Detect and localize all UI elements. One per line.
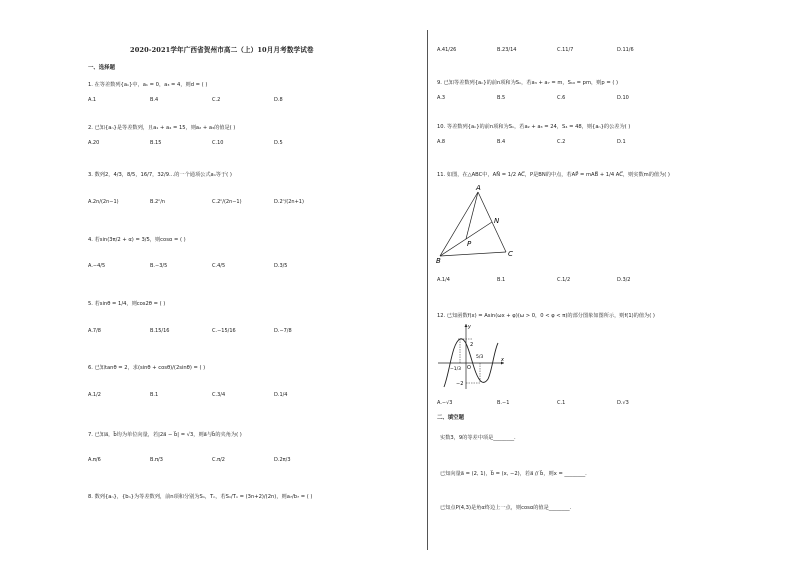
option-c: C.6 bbox=[557, 95, 566, 101]
option-a: A.π/6 bbox=[88, 457, 101, 463]
exam-title: 2020-2021学年广西省贺州市高二（上）10月月考数学试卷 bbox=[130, 46, 314, 54]
option-a: A.8 bbox=[437, 139, 446, 145]
fill-question-3: 已知点P(4,3)是角α终边上一点，则cosα的值是________. bbox=[440, 505, 572, 511]
label-n: N bbox=[494, 217, 500, 225]
question-5: 5. 若sinθ = 1/4，则cos2θ = ( ) bbox=[88, 301, 166, 307]
option-c: C.−15/16 bbox=[212, 328, 236, 334]
option-a: A.20 bbox=[88, 140, 100, 146]
question-6: 6. 已知tanθ = 2，求(sinθ + cosθ)/(2sinθ) = ( ) bbox=[88, 365, 206, 371]
option-d: D.1 bbox=[617, 139, 626, 145]
label-five-thirds: 5/3 bbox=[476, 355, 484, 360]
label-y: y bbox=[468, 324, 471, 330]
option-b: B.1 bbox=[150, 392, 159, 398]
fill-question-1: 实数3，9的等差中项是________. bbox=[440, 435, 516, 441]
option-a: A.1 bbox=[88, 97, 97, 103]
option-b: B.15/16 bbox=[150, 328, 170, 334]
option-b: B.4 bbox=[497, 139, 506, 145]
option-c: C.1 bbox=[557, 400, 566, 406]
option-a: A.2n/(2n−1) bbox=[88, 199, 119, 205]
question-10: 10. 等差数列{aₙ}的前n项和为Sₙ，若a₂ + a₃ = 24，S₄ = 48，则{aₙ}的公差为( ) bbox=[437, 124, 631, 130]
option-b: B.23/14 bbox=[497, 47, 517, 53]
label-neg-2: −2 bbox=[456, 381, 464, 387]
option-b: B.5 bbox=[497, 95, 506, 101]
option-c: C.1/2 bbox=[557, 277, 571, 283]
option-a: A.−4/5 bbox=[88, 263, 106, 269]
question-3: 3. 数列2，4/3，8/5，16/7，32/9…的一个通项公式aₙ等于( ) bbox=[88, 172, 232, 178]
question-2: 2. 已知{aₙ}是等差数列，且a₁ + a₄ = 15，则a₂ + a₃的值是( ) bbox=[88, 125, 236, 131]
section-choice: 一、选择题 bbox=[88, 65, 115, 71]
question-1: 1. 在等差数列{aₙ}中，a₁ = 0，a₃ = 4，则d = ( ) bbox=[88, 82, 208, 88]
option-c: C.11/7 bbox=[557, 47, 574, 53]
option-c: C.π/2 bbox=[212, 457, 225, 463]
sine-graph-figure bbox=[436, 321, 508, 391]
option-c: C.2ⁿ/(2n−1) bbox=[212, 199, 242, 205]
fill-question-2: 已知向量a⃗ = (2, 1)，b⃗ = (x, −2)，若a⃗ // b⃗，则x = ________. bbox=[440, 471, 587, 477]
option-a: A.7/8 bbox=[88, 328, 101, 334]
option-c: C.3/4 bbox=[212, 392, 226, 398]
option-c: C.2 bbox=[212, 97, 221, 103]
section-fill: 二、填空题 bbox=[437, 415, 464, 421]
label-p: P bbox=[467, 240, 472, 248]
question-4: 4. 若sin(3π/2 + α) = 3/5，则cosα = ( ) bbox=[88, 237, 186, 243]
option-d: D.8 bbox=[274, 97, 283, 103]
label-neg-one-third: −1/3 bbox=[450, 367, 462, 372]
option-c: C.4/5 bbox=[212, 263, 226, 269]
option-a: A.3 bbox=[437, 95, 446, 101]
option-d: D.5 bbox=[274, 140, 283, 146]
option-d: D.10 bbox=[617, 95, 629, 101]
option-b: B.2ⁿ/n bbox=[150, 199, 166, 205]
label-x: x bbox=[501, 357, 504, 363]
option-a: A.−√3 bbox=[437, 400, 453, 406]
option-a: A.41/26 bbox=[437, 47, 457, 53]
option-b: B.π/3 bbox=[150, 457, 163, 463]
label-origin: O bbox=[467, 365, 471, 371]
question-12: 12. 已知函数f(x) = Asin(ωx + φ)(ω > 0，0 < φ < π)的部分图象如图所示，则f(1)的值为( ) bbox=[437, 313, 655, 319]
option-d: D.3/5 bbox=[274, 263, 288, 269]
label-b: B bbox=[436, 257, 441, 264]
label-c: C bbox=[508, 250, 513, 258]
label-2: 2 bbox=[470, 342, 474, 348]
option-a: A.1/2 bbox=[88, 392, 101, 398]
option-d: D.1/4 bbox=[274, 392, 288, 398]
option-b: B.−1 bbox=[497, 400, 510, 406]
option-d: D.−7/8 bbox=[274, 328, 292, 334]
option-d: D.2ⁿ/(2n+1) bbox=[274, 199, 304, 205]
question-11: 11. 如图，在△ABC中，AN⃗ = 1/2 AC⃗，P是BN的中点，若AP⃗ = mAB⃗ + 1/4 AC⃗，则实数m的值为( ) bbox=[437, 172, 670, 178]
option-d: D.11/6 bbox=[617, 47, 634, 53]
option-b: B.4 bbox=[150, 97, 159, 103]
option-b: B.−3/5 bbox=[150, 263, 168, 269]
label-a: A bbox=[476, 184, 481, 192]
option-d: D.√3 bbox=[617, 400, 629, 406]
question-9: 9. 已知等差数列{aₙ}的前n项和为Sₙ，若a₃ + a₇ = m，S₁₀ = pm，则p = ( ) bbox=[437, 80, 619, 86]
option-b: B.15 bbox=[150, 140, 162, 146]
question-8: 8. 数列{aₙ}，{bₙ}为等差数列，前n项和分别为Sₙ，Tₙ，若Sₙ/Tₙ = (3n+2)/(2n)，则a₇/b₇ = ( ) bbox=[88, 494, 313, 500]
triangle-figure bbox=[436, 184, 526, 264]
column-divider bbox=[427, 30, 428, 550]
option-a: A.1/4 bbox=[437, 277, 450, 283]
question-7: 7. 已知a⃗，b⃗均为单位向量，若|2a⃗ − b⃗| = √3，则a⃗与b⃗的夹角为( ) bbox=[88, 432, 242, 438]
option-c: C.2 bbox=[557, 139, 566, 145]
option-d: D.3/2 bbox=[617, 277, 631, 283]
option-c: C.10 bbox=[212, 140, 224, 146]
option-d: D.2π/3 bbox=[274, 457, 291, 463]
option-b: B.1 bbox=[497, 277, 506, 283]
